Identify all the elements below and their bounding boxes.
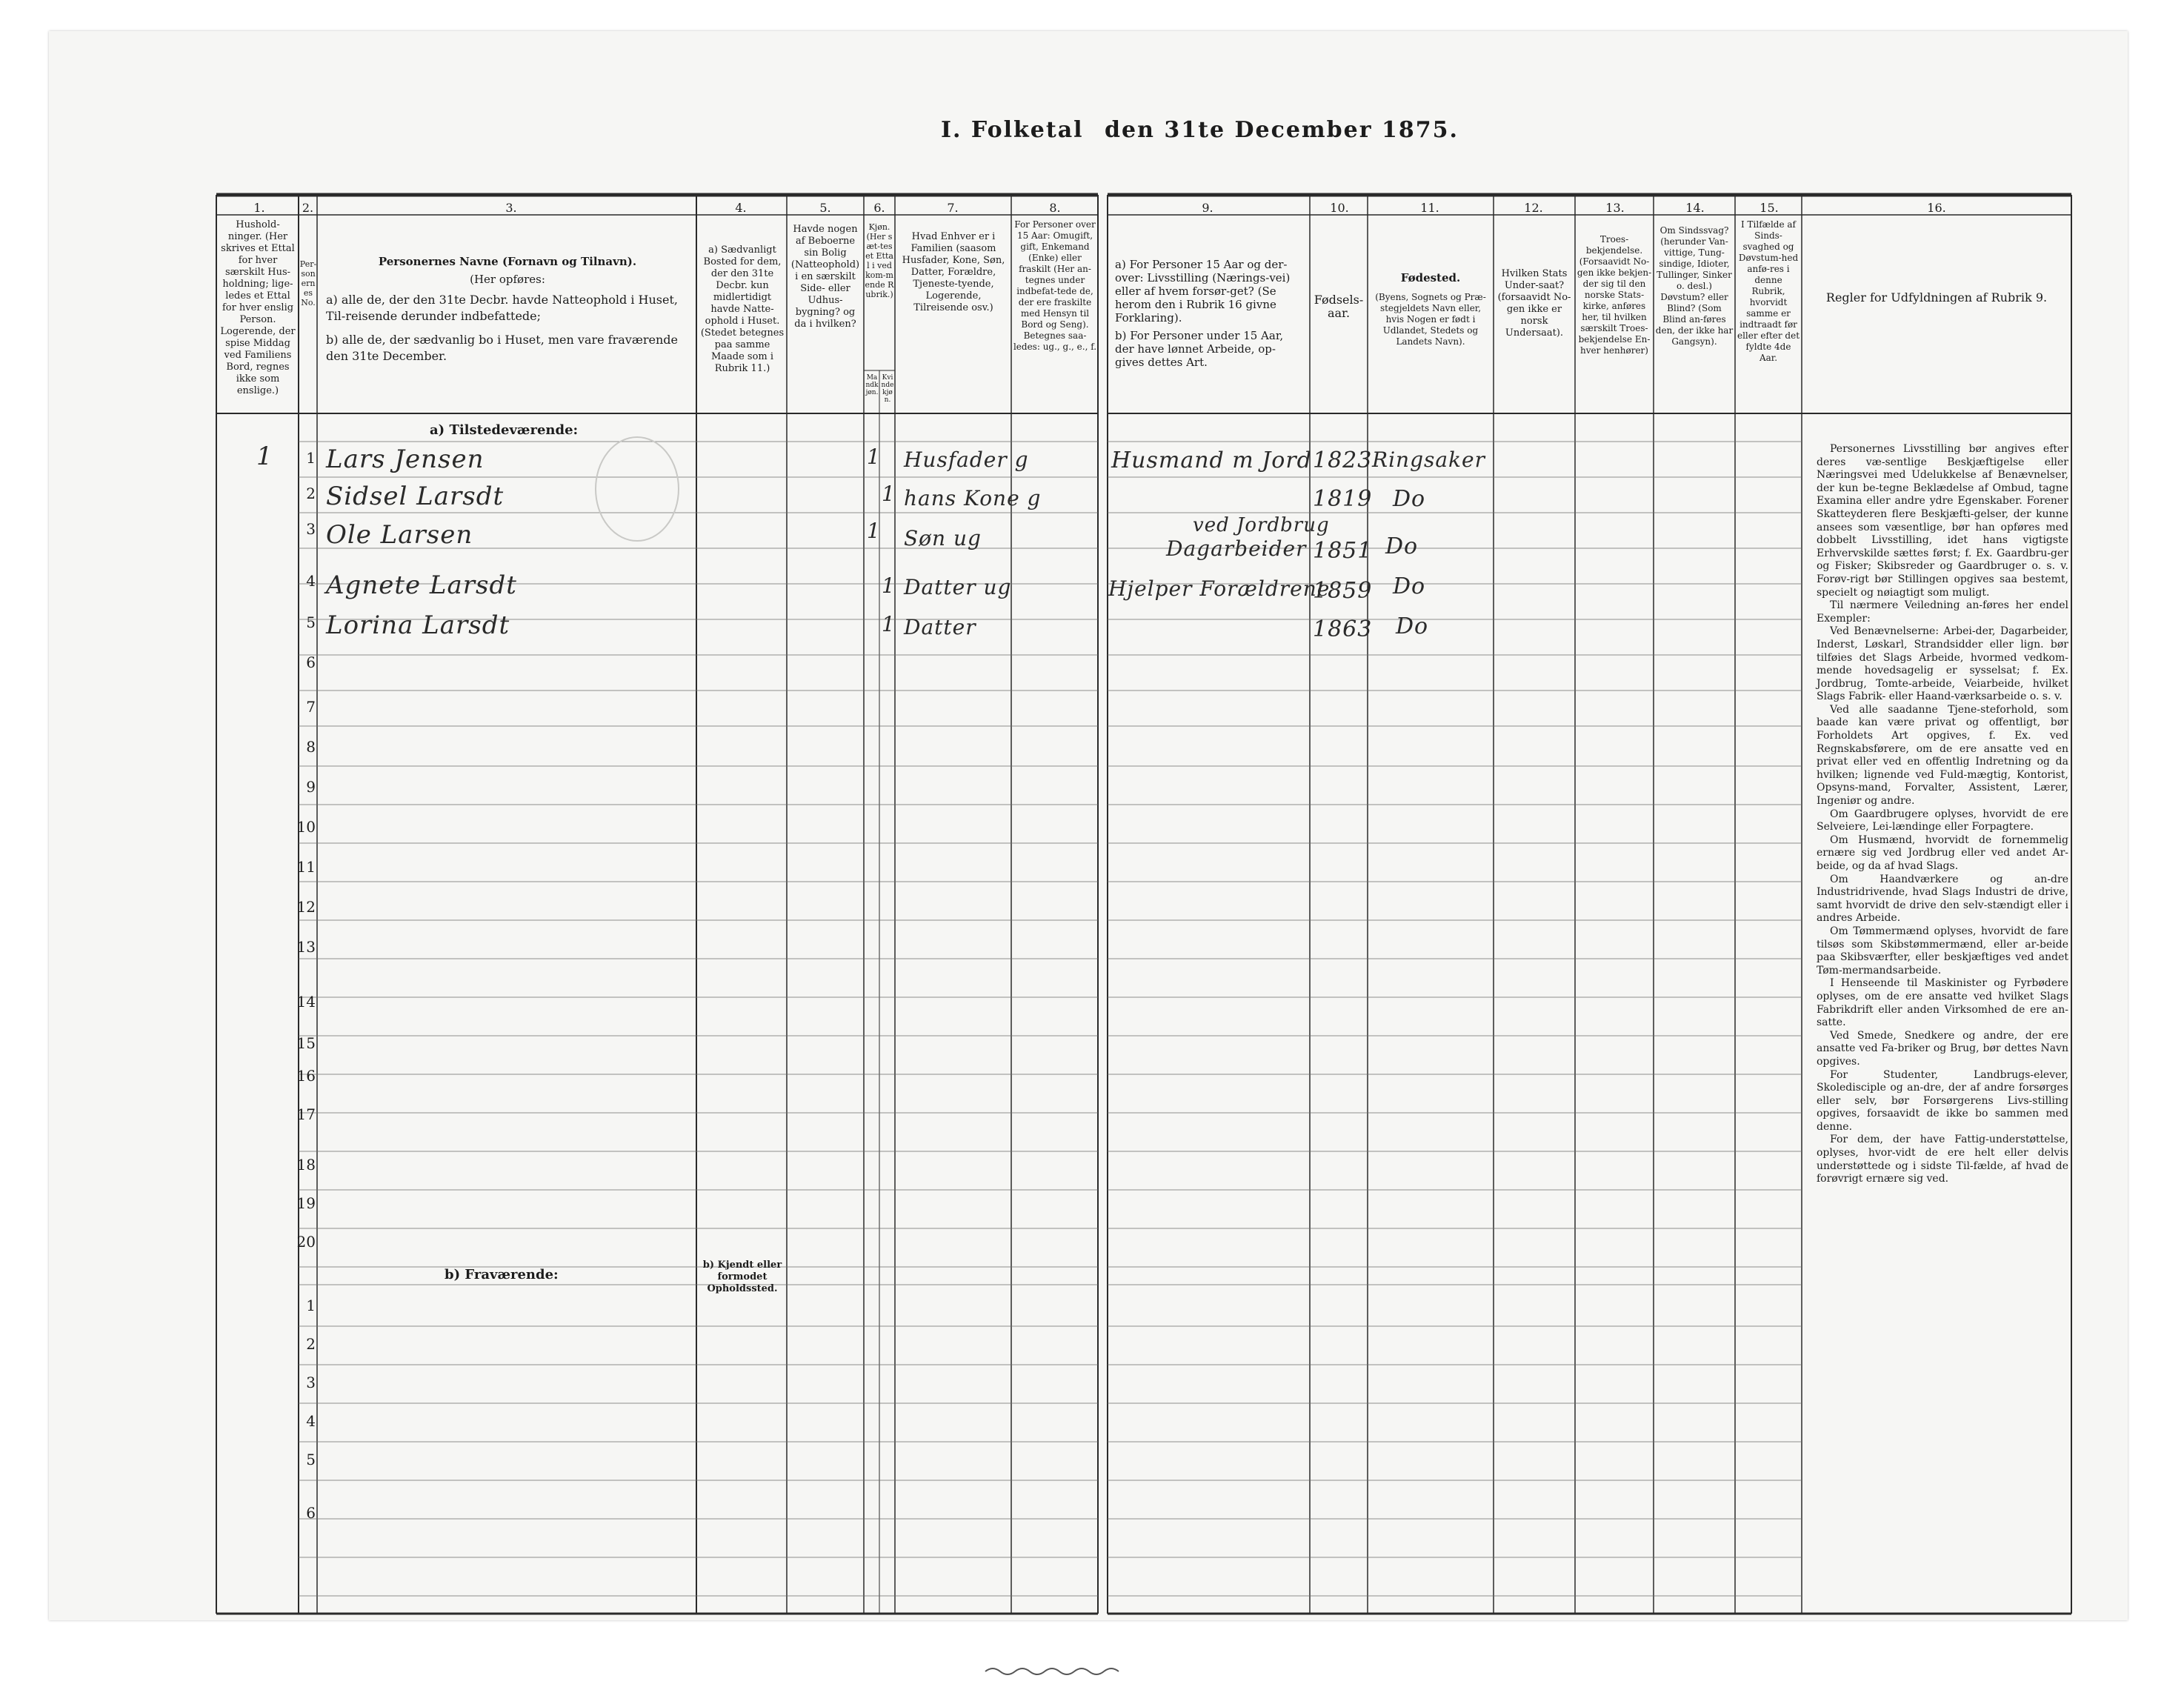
col1-header: Hushold-ninger. (Her skrives et Ettal for hver særskilt Hus-holdning; lige-ledes et Ettal for hver enslig Person. Logerende, der spise Middag ved Familiens Bord, regnes ikke som enslige.) <box>220 219 296 396</box>
col11-number: 11. <box>1420 201 1439 215</box>
col5-number: 5. <box>819 201 831 215</box>
col6-number: 6. <box>873 201 885 215</box>
absent-row-number: 1 <box>306 1297 316 1314</box>
gender-mark: 1 <box>867 445 881 469</box>
row-number: 5 <box>306 613 316 631</box>
col16-number: 16. <box>1927 201 1946 215</box>
family-relation: hans Kone g <box>904 486 1042 510</box>
rules-paragraph: Om Gaardbrugere oplyses, hvorvidt de ere Selveiere, Lei-lændinge eller Forpagtere. <box>1817 808 2068 833</box>
absent-row-number: 5 <box>306 1451 316 1468</box>
col7-header: Hvad Enhver er i Familien (saasom Husfader, Kone, Søn, Datter, Forældre, Tjeneste-tyende, Logerende, Tilreisende osv.) <box>902 231 1005 313</box>
person-name: Agnete Larsdt <box>326 570 517 600</box>
person-name: Sidsel Larsdt <box>326 482 505 511</box>
absent-row-number: 3 <box>306 1374 316 1391</box>
row-number: 17 <box>296 1105 316 1123</box>
row-number: 6 <box>306 653 316 671</box>
rules-paragraph: For Studenter, Landbrugs-elever, Skoledisciple og an-dre, der af andre forsørges eller selv, bør Forsørgerens Livs-stilling opgives, forsaavidt de ikke bo sammen med denne. <box>1817 1068 2068 1133</box>
col2-number: 2. <box>302 201 314 215</box>
col6-male: Mandkjøn. <box>865 374 879 396</box>
birth-year: 1823 <box>1313 447 1373 473</box>
col5-header: Havde nogen af Beboerne sin Bolig (Natteophold) i en særskilt Side- eller Udhus-bygning? og da i hvilken? <box>790 224 860 330</box>
occupation: Dagarbeider <box>1166 536 1307 561</box>
col3-heading: Personernes Navne (Fornavn og Tilnavn). <box>378 255 637 268</box>
col4-header: a) Sædvanligt Bosted for dem, der den 31te Decbr. kun midlertidigt havde Natte-ophold i Huset. (Stedet betegnes paa samme Maade som i Rubrik 11.) <box>700 244 785 374</box>
col12-number: 12. <box>1524 201 1543 215</box>
rules-paragraph: Personernes Livsstilling bør angives efter deres væ-sentlige Beskjæftigelse eller Næringsvei med Udelukkelse af Benævnelser, der kun be-tegne Beklædelse af Ombud, tagne Examina eller andre ydre Egenskaber. Forener Skatteyderen flere Beskjæfti-gelser, der kunne ansees som væsentlige, bør han opføres med dobbelt Livsstilling, idet hans vigtigste Erhvervskilde sættes først; f. Ex. Gaardbru-ger og Fisker; Skibsreder og Gaardbruger o. s. v. Forøv-rigt bør Stillingen opgives saa bestemt, specielt og nøiagtigt som muligt. <box>1817 443 2068 599</box>
col12-header: Hvilken Stats Under-saat? (forsaavidt No-gen ikke er norsk Undersaat). <box>1497 268 1571 339</box>
title-part-2: den 31te December 1875. <box>1105 117 1459 143</box>
col14-number: 14. <box>1685 201 1705 215</box>
birthplace: Do <box>1385 533 1419 559</box>
family-relation: Søn ug <box>904 526 982 550</box>
col11-header: (Byens, Sognets og Præ-stegjeldets Navn eller, hvis Nogen er født i Udlandet, Stedets og Landets Navn). <box>1375 292 1486 347</box>
col11-heading: Fødested. <box>1400 271 1461 284</box>
rules-paragraph: Om Haandværkere og an-dre Industridrivende, hvad Slags Industri de drive, samt hvorvidt de drive den selv-stændigt eller i andres Arbeide. <box>1817 873 2068 925</box>
birth-year: 1863 <box>1313 616 1373 642</box>
family-relation: Datter <box>904 615 976 639</box>
col2-header: Per-sonernes No. <box>299 259 317 307</box>
col9-b: b) For Personer under 15 Aar, der have lønnet Arbeide, op-gives dettes Art. <box>1115 329 1284 369</box>
occupation-note: ved Jordbrug <box>1193 514 1330 536</box>
col10-number: 10. <box>1330 201 1349 215</box>
col6-female: Kvindekjøn. <box>881 374 894 404</box>
gender-mark: 1 <box>882 482 896 506</box>
col8-header: For Personer over 15 Aar: Omugift, gift, Enkemand (Enke) eller fraskilt (Her an-tegnes under indbefat-tede de, der ere fraskilte med Hensyn til Bord og Seng). Betegnes saa-ledes: ug., g., e., f. <box>1013 219 1097 352</box>
col4-number: 4. <box>735 201 747 215</box>
rules-paragraph: Ved alle saadanne Tjene-steforhold, som baade kan være privat og offentligt, bør Forholdets Art opgives, f. Ex. ved Regnskabsførere, om de ere ansatte ved en privat eller ved en offentlig Indretning og da hvilken; lignende ved Fuld-mægtig, Kontorist, Opsyns-mand, Forvalter, Assistent, Lærer, Ingeniør og andre. <box>1817 703 2068 808</box>
household-mark: 1 <box>256 442 273 471</box>
row-number: 18 <box>296 1156 316 1174</box>
birthplace: Do <box>1396 613 1429 639</box>
occupation: Hjelper Forældrene <box>1108 576 1331 601</box>
col9-a: a) For Personer 15 Aar og der-over: Livsstilling (Nærings-vei) eller af hvem forsør-get? (Se herom den i Rubrik 16 givne Forklaring). <box>1115 258 1291 325</box>
rules-paragraph: Ved Benævnelserne: Arbei-der, Dagarbeider, Inderst, Løskarl, Strandsidder eller lign. bør tilføies det Slags Arbeide, hvormed vedkom-mende hovedsagelig er sysselsat; f. Ex. Jordbrug, Tomte-arbeide, Veiarbeide, hvilket Slags Fabrik- eller Haand-værksarbeide o. s. v. <box>1817 625 2068 703</box>
birth-year: 1819 <box>1313 486 1373 512</box>
rules-paragraph: Til nærmere Veiledning an-føres her endel Exempler: <box>1817 599 2068 625</box>
family-relation: Datter ug <box>904 575 1012 599</box>
col9-number: 9. <box>1202 201 1213 215</box>
col15-header: I Tilfælde af Sinds-svaghed og Døvstum-hed anfø-res i denne Rubrik, hvorvidt samme er indtraadt før eller efter det fyldte 4de Aar. <box>1737 219 1800 363</box>
person-name: Lorina Larsdt <box>326 610 510 640</box>
absent-row-number: 4 <box>306 1412 316 1430</box>
col3-b: b) alle de, der sædvanlig bo i Huset, men vare fraværende den 31te December. <box>326 333 678 363</box>
rules-paragraph: Om Tømmermænd oplyses, hvorvidt de fare tilsøs som Skibstømmermænd, eller ar-beide paa Skibsværfter, eller beskjæftiges ved andet Tøm-mermandsarbeide. <box>1817 925 2068 976</box>
section-present: a) Tilstedeværende: <box>430 422 579 438</box>
col13-header: Troes-bekjendelse. (Forsaavidt No-gen ikke bekjen-der sig til den norske Stats-kirke, anføres her, til hvilken særskilt Troes-bekjendelse En-hver henhører) <box>1577 234 1652 356</box>
col14-header: Om Sindssvag? (herunder Van-vittige, Tung-sindige, Idioter, Tullinger, Sinker o. desl.) Døvstum? eller Blind? (Som Blind an-føres den, der ikke har Gangsyn). <box>1655 225 1734 347</box>
rules-paragraph: Ved Smede, Snedkere og andre, der ere ansatte ved Fa-briker og Brug, bør dettes Navn opgives. <box>1817 1029 2068 1068</box>
gender-mark: 1 <box>882 612 896 636</box>
col1-number: 1. <box>253 201 265 215</box>
person-name: Lars Jensen <box>326 445 485 474</box>
col16-header: Regler for Udfyldningen af Rubrik 9. <box>1825 290 2048 305</box>
row-number: 8 <box>306 738 316 756</box>
rules-panel <box>1817 443 2068 1186</box>
col4-absent-label: b) Kjendt eller formodet Opholdssted. <box>702 1260 782 1294</box>
col13-number: 13. <box>1605 201 1625 215</box>
birthplace: Do <box>1393 573 1426 599</box>
col10-header: Fødsels-aar. <box>1314 293 1364 320</box>
birth-year: 1859 <box>1313 578 1373 604</box>
gender-mark: 1 <box>867 519 881 543</box>
rules-paragraph: I Henseende til Maskinister og Fyrbødere oplyses, om de ere ansatte ved hvilket Slags Fabrikdrift eller anden Virksomhed de ere an-satte. <box>1817 977 2068 1029</box>
row-number: 9 <box>306 778 316 796</box>
gender-mark: 1 <box>882 573 896 598</box>
col7-number: 7. <box>947 201 959 215</box>
absent-row-number: 2 <box>306 1335 316 1353</box>
col8-number: 8. <box>1049 201 1061 215</box>
row-number: 11 <box>296 858 316 876</box>
row-number: 19 <box>296 1194 316 1212</box>
row-number: 12 <box>296 898 316 916</box>
person-name: Ole Larsen <box>326 520 473 550</box>
rules-paragraph: Om Husmænd, hvorvidt de fornemmelig ernære sig ved Jordbrug eller ved andet Ar-beide, og da af hvad Slags. <box>1817 833 2068 872</box>
birthplace: Ringsaker <box>1372 447 1485 472</box>
col3-number: 3. <box>505 201 517 215</box>
section-absent: b) Fraværende: <box>445 1267 559 1282</box>
row-number: 16 <box>296 1067 316 1085</box>
col15-number: 15. <box>1759 201 1779 215</box>
row-number: 4 <box>306 572 316 590</box>
row-number: 7 <box>306 698 316 716</box>
row-number: 1 <box>306 449 316 467</box>
family-relation: Husfader g <box>904 447 1029 472</box>
row-number: 2 <box>306 485 316 502</box>
occupation: Husmand m Jord <box>1111 447 1312 473</box>
col3-sub: (Her opføres: <box>470 273 545 286</box>
row-number: 3 <box>306 520 316 538</box>
row-number: 10 <box>296 818 316 836</box>
rules-paragraph: For dem, der have Fattig-understøttelse, oplyses, hvor-vidt de ere helt eller delvis understøttede og i sidste Til-fælde, af hvad de forøvrigt ernære sig ved. <box>1817 1134 2068 1185</box>
row-number: 20 <box>296 1233 316 1251</box>
birth-year: 1851 <box>1313 538 1373 564</box>
col6-header: Kjøn. (Her sæt-tes et Ettal i vedkom-mende Rubrik.) <box>865 222 894 299</box>
title-part-1: I. Folketal <box>941 117 1084 143</box>
col3-a: a) alle de, der den 31te Decbr. havde Natteophold i Huset, Til-reisende derunder indbefattede; <box>326 293 678 323</box>
birthplace: Do <box>1393 486 1426 512</box>
row-number: 15 <box>296 1034 316 1052</box>
row-number: 13 <box>296 938 316 956</box>
row-number: 14 <box>296 993 316 1011</box>
absent-row-number: 6 <box>306 1504 316 1522</box>
